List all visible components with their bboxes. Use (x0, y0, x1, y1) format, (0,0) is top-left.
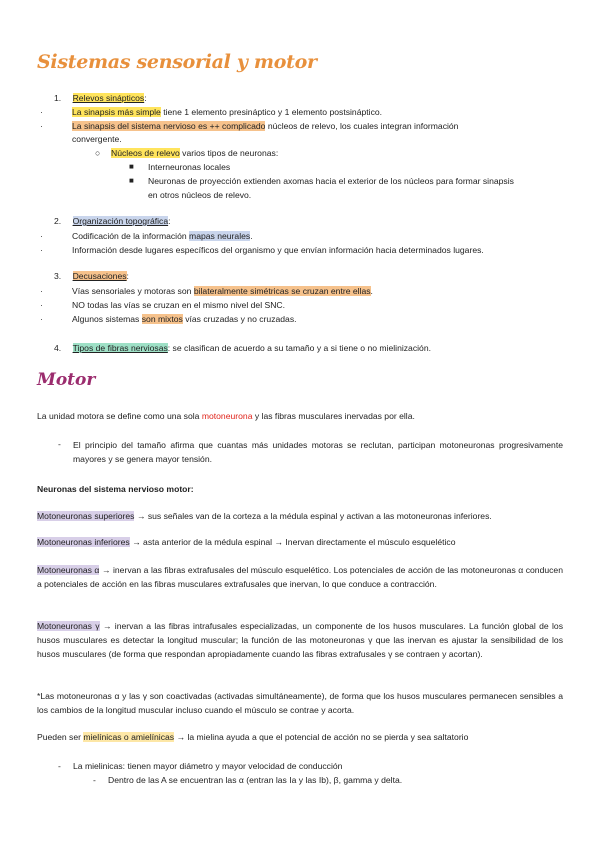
list-item-3 (54, 270, 129, 282)
text: Pueden ser (37, 732, 84, 742)
text: núcleos de relevo, los cuales integran información (265, 121, 459, 131)
text: varios tipos de neuronas: (179, 148, 279, 158)
highlight: La sinapsis más simple (72, 107, 161, 117)
subheading: Neuronas del sistema nervioso motor: (37, 484, 194, 494)
dash-marker: - (58, 761, 61, 771)
highlight: son mixtos (141, 314, 183, 324)
text: → inervan a las fibras extrafusales del músculo esquelético. Los potenciales de acción de las motoneuronas α conducen a potenciales de acción en las fibras musculares extrafusales que inervan, lo que conduce a contracción. (37, 565, 563, 589)
bullet-text: Información desde lugares específicos del organismo y que envían información hacia determinados lugares. (72, 245, 484, 255)
bullet-line (40, 120, 43, 132)
highlight: Motoneuronas superiores (37, 511, 135, 521)
text: tiene 1 elemento presináptico y 1 elemento postsináptico. (160, 107, 383, 117)
dot-marker: · (40, 300, 43, 310)
text: La unidad motora se define como una sola (37, 411, 202, 421)
list-text: Dentro de las A se encuentran las α (entran las Ia y las Ib), β, gamma y delta. (108, 775, 403, 785)
bullet-line (40, 106, 43, 118)
paragraph (37, 731, 468, 743)
paragraph: *Las motoneuronas α y las γ son coactivadas (activadas simultáneamente), de forma que los husos musculares permanecen sensibles a los cambios de la longitud muscular incluso cuando el músculo se contrae y acorta. (37, 691, 563, 715)
text: Algunos sistemas (72, 314, 142, 324)
text: vías cruzadas y no cruzadas. (182, 314, 297, 324)
text: : se clasifican de acuerdo a su tamaño y a si tiene o no mielinización. (167, 343, 431, 353)
heading-organizacion: Organización topográfica (72, 216, 169, 226)
highlight: Motoneuronas γ (37, 621, 100, 631)
highlight: mapas neurales (189, 231, 251, 241)
text: Vías sensoriales y motoras son (72, 286, 194, 296)
bullet-text (72, 313, 297, 325)
bullet-cont: convergente. (72, 134, 122, 144)
list-item-1 (54, 92, 147, 104)
dot-marker: · (40, 286, 43, 296)
page-title: Sistemas sensorial y motor (37, 51, 317, 73)
dash-marker: - (93, 775, 96, 785)
dot-marker: · (40, 231, 43, 241)
square-marker: ■ (129, 176, 134, 185)
highlight: Motoneuronas α (37, 565, 100, 575)
dot-marker: · (40, 107, 43, 117)
paragraph (37, 410, 415, 422)
dot-marker: · (40, 314, 43, 324)
text: Codificación de la información (72, 231, 190, 241)
highlight: La sinapsis del sistema nervioso es ++ complicado (72, 121, 266, 131)
heading-tipos-fibras: Tipos de fibras nerviosas (72, 343, 168, 353)
square-marker: ■ (129, 162, 134, 171)
bullet-text (72, 120, 458, 132)
highlight: bilateralmente simétricas se cruzan entre ellas (193, 286, 371, 296)
dash-marker: - (58, 439, 61, 449)
sub-sub-item-cont: en otros núcleos de relevo. (148, 190, 252, 200)
bullet-text (72, 230, 253, 242)
text: y las fibras musculares inervadas por ella. (252, 411, 415, 421)
list-number: 3. (54, 271, 62, 281)
colon: : (126, 271, 129, 281)
text: . (370, 286, 373, 296)
dot-marker: · (40, 121, 43, 131)
list-item-2 (54, 215, 171, 227)
sub-item (111, 147, 278, 159)
text: → la mielina ayuda a que el potencial de acción no se pierda y sea saltatorio (174, 732, 469, 742)
paragraph (37, 563, 563, 591)
circle-marker: ○ (95, 148, 101, 158)
list-number: 2. (54, 216, 62, 226)
highlight: mielínicas o amielínicas (83, 732, 175, 742)
text: → inervan a las fibras intrafusales especializadas, un componente de los husos musculares. La función global de los husos musculares es detectar la longitud muscular; la función de las motoneuronas γ que las inervan es ajustar la sensibilidad de los husos musculares (de forma que respondan apropiadamente cuando las fibras extrafusales γ se contraen y acortan). (37, 621, 564, 659)
paragraph (37, 619, 563, 661)
bullet-text (72, 285, 373, 297)
bullet-text (72, 106, 382, 118)
text: . (250, 231, 253, 241)
heading-decusaciones: Decusaciones (72, 271, 127, 281)
list-item-4 (54, 342, 431, 354)
text: → sus señales van de la corteza a la médula espinal y activan a las motoneuronas inferiores. (134, 511, 492, 521)
dot-marker: · (40, 245, 43, 255)
highlight: Motoneuronas inferiores (37, 537, 130, 547)
paragraph (37, 536, 455, 548)
text: → asta anterior de la médula espinal → Inervan directamente el músculo esquelético (129, 537, 456, 547)
list-text: La mielinicas: tienen mayor diámetro y mayor velocidad de conducción (73, 761, 343, 771)
sub-sub-item: Neuronas de proyección extienden axomas hacia el exterior de los núcleos para formar sinapsis (148, 176, 514, 186)
sub-sub-item: Interneuronas locales (148, 162, 231, 172)
highlight: Núcleos de relevo (111, 148, 180, 158)
list-number: 1. (54, 93, 62, 103)
section-title-motor: Motor (37, 370, 96, 390)
heading-relevos: Relevos sinápticos (72, 93, 145, 103)
paragraph-dash: El principio del tamaño afirma que cuantas más unidades motoras se reclutan, participan motoneuronas progresivamente mayores y se genera mayor tensión. (73, 440, 563, 464)
list-number: 4. (54, 343, 62, 353)
colon: : (144, 93, 147, 103)
paragraph (37, 510, 492, 522)
bullet-text: NO todas las vías se cruzan en el mismo nivel del SNC. (72, 300, 286, 310)
colon: : (168, 216, 171, 226)
red-term: motoneurona (201, 411, 253, 421)
